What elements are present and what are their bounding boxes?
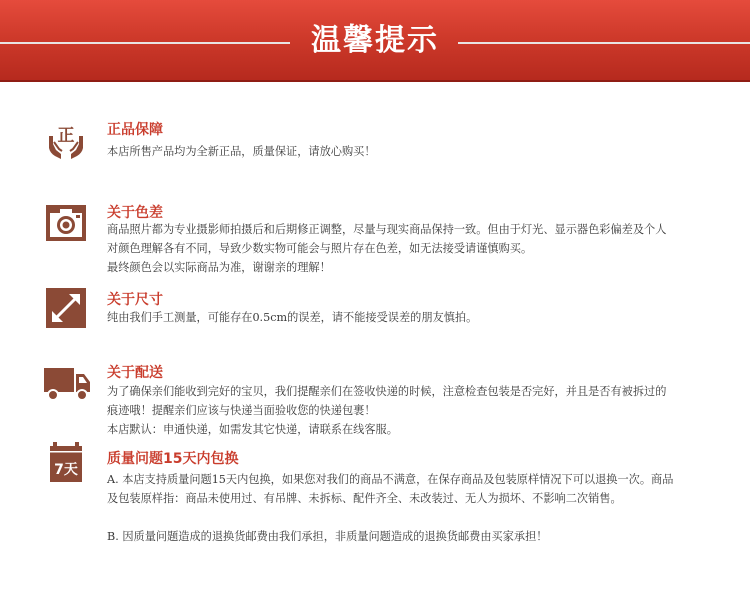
section-body bbox=[107, 142, 732, 161]
body-line: 纯由我们手工测量，可能存在0.5cm的误差，请不能接受误差的朋友慎拍。 bbox=[107, 311, 478, 324]
body-line: 及包装原样指：商品未使用过、有吊牌、未拆标、配件齐全、未改装过、无人为损坏、不影响二次销售。 bbox=[107, 492, 622, 505]
genuine-icon-char: 正 bbox=[57, 126, 75, 146]
section-title: 正品保障 bbox=[107, 122, 163, 138]
calendar-7days-icon bbox=[49, 442, 83, 484]
body-line: 为了确保亲们能收到完好的宝贝，我们提醒亲们在签收快递的时候，注意检查包装是否完好，并且是否有被拆过的 bbox=[107, 385, 667, 398]
header-banner bbox=[0, 0, 750, 82]
page-title: 温馨提示 bbox=[311, 23, 439, 58]
camera-icon bbox=[45, 202, 87, 244]
section-body bbox=[107, 470, 732, 546]
body-line: 本店默认：申通快递，如需发其它快递，请联系在线客服。 bbox=[107, 423, 398, 436]
resize-arrows-icon bbox=[45, 287, 87, 329]
calendar-icon-text: 7天 bbox=[54, 462, 78, 478]
body-line: A. 本店支持质量问题15天内包换，如果您对我们的商品不满意，在保存商品及包装原样情况下可以退换一次。商品 bbox=[107, 473, 674, 486]
body-line: 对颜色理解各有不同，导致少数实物可能会与照片存在色差，如无法接受请谨慎购买。 bbox=[107, 242, 533, 255]
section-body bbox=[107, 308, 732, 327]
body-line: 本店所售产品均为全新正品，质量保证，请放心购买！ bbox=[107, 145, 376, 158]
delivery-truck-icon bbox=[43, 364, 91, 406]
section-title: 关于色差 bbox=[107, 205, 163, 221]
section-body bbox=[107, 382, 732, 439]
section-title: 质量问题15天内包换 bbox=[107, 451, 239, 467]
section-title: 关于尺寸 bbox=[107, 292, 163, 308]
body-line: 痕迹哦！提醒亲们应该与快递当面验收您的快递包裹！ bbox=[107, 404, 376, 417]
section-body bbox=[107, 220, 732, 277]
body-line: 最终颜色会以实际商品为准，谢谢亲的理解！ bbox=[107, 261, 331, 274]
body-line: 商品照片都为专业摄影师拍摄后和后期修正调整，尽量与现实商品保持一致。但由于灯光、显示器色彩偏差及个人 bbox=[107, 223, 667, 236]
section-title: 关于配送 bbox=[107, 365, 163, 381]
hands-genuine-icon bbox=[45, 120, 87, 162]
body-line: B. 因质量问题造成的退换货邮费由我们承担，非质量问题造成的退换货邮费由买家承担！ bbox=[107, 530, 548, 543]
